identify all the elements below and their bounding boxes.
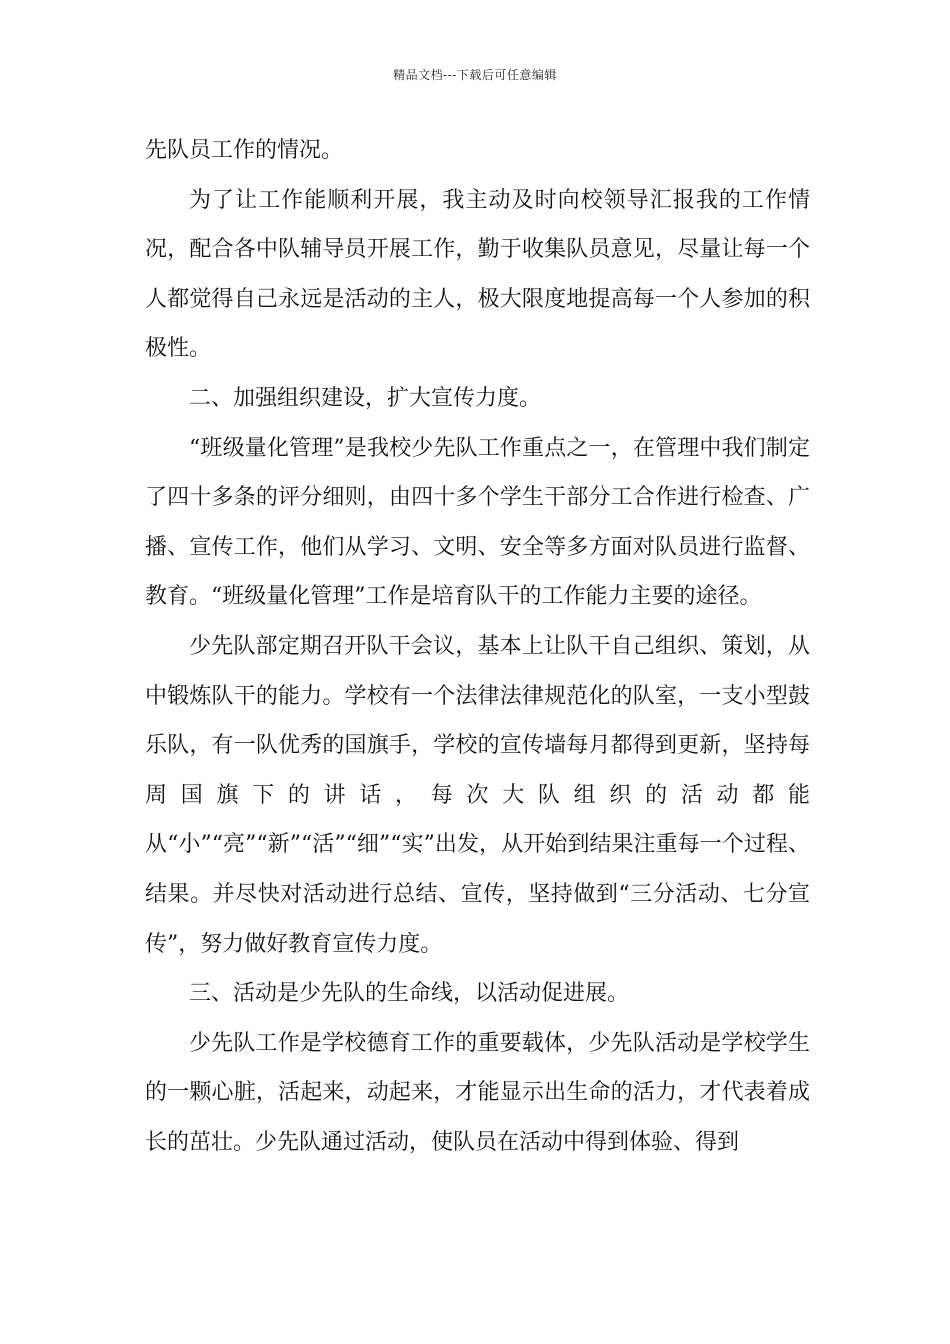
document-body [145, 126, 810, 1167]
paragraph: 少先队部定期召开队干会议，基本上让队干自己组织、策划，从中锻炼队干的能力。学校有一个法律法律规范化的队室，一支小型鼓乐队，有一队优秀的国旗手，学校的宣传墙每月都得到更新，坚持每周国旗下的讲话，每次大队组织的活动都能从“小”“亮”“新”“活”“细”“实”出发，从开始到结果注重每一个过程、结果。并尽快对活动进行总结、宣传，坚持做到“三分活动、七分宣传”，努力做好教育宣传力度。 [145, 633, 810, 957]
section-heading: 二、加强组织建设，扩大宣传力度。 [189, 385, 542, 411]
paragraph-continuation: 先队员工作的情况。 [145, 138, 344, 163]
page-header: 精品文档---下载后可任意编辑 [393, 68, 557, 82]
paragraph: 少先队工作是学校德育工作的重要载体，少先队活动是学校学生的一颗心脏，活起来，动起来，才能显示出生命的活力，才代表着成长的茁壮。少先队通过活动，使队员在活动中得到体验、得到 [145, 1030, 810, 1155]
paragraph: 为了让工作能顺利开展，我主动及时向校领导汇报我的工作情况，配合各中队辅导员开展工作，勤于收集队员意见，尽量让每一个人都觉得自己永远是活动的主人，极大限度地提高每一个人参加的积极性。 [145, 187, 810, 362]
section-heading: 三、活动是少先队的生命线，以活动促进展。 [189, 981, 630, 1007]
paragraph: “班级量化管理”是我校少先队工作重点之一，在管理中我们制定了四十多条的评分细则，由四十多个学生干部分工合作进行检查、广播、宣传工作，他们从学习、文明、安全等多方面对队员进行监督、教育。“班级量化管理”工作是培育队干的工作能力主要的途径。 [145, 435, 810, 610]
